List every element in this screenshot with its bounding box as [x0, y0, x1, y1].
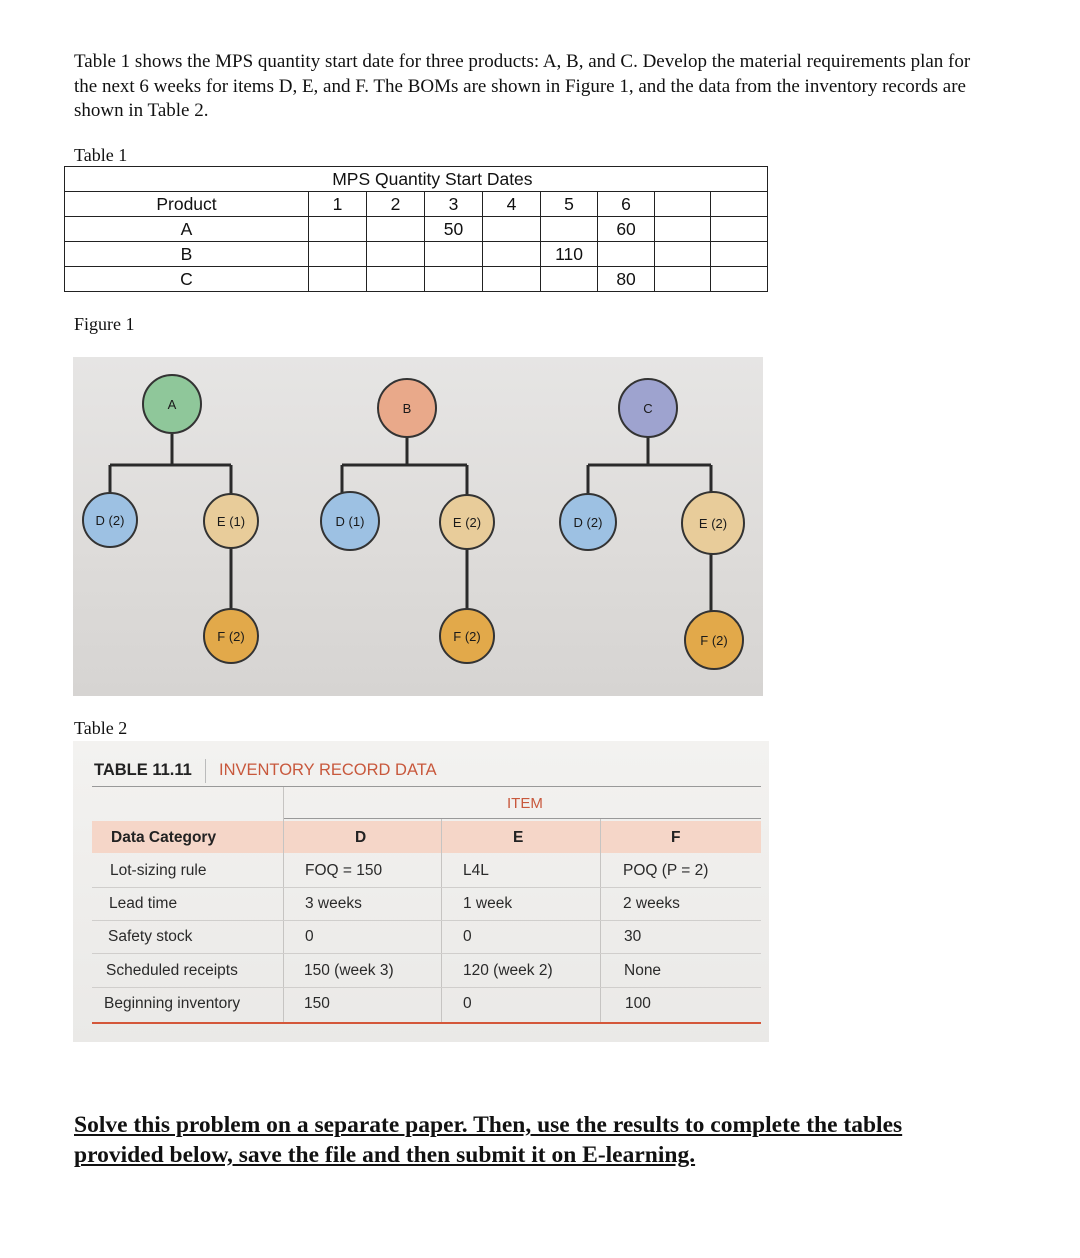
value-E: 0 [463, 928, 472, 945]
value-D: 3 weeks [305, 895, 362, 912]
mps-header-rest [541, 167, 768, 192]
product-cell: B [65, 242, 309, 267]
mps-cell [541, 267, 598, 292]
week-header: 4 [483, 192, 541, 217]
value-F: 100 [625, 995, 651, 1012]
mps-corner [65, 167, 309, 192]
mps-cell [541, 217, 598, 242]
rule-bottom [92, 1022, 761, 1024]
row-label: Beginning inventory [104, 995, 241, 1012]
item-header-F: F [671, 829, 681, 846]
node-label: D (2) [95, 513, 125, 528]
mps-cell: 60 [598, 217, 655, 242]
bom-figure [73, 357, 763, 696]
row-label: Safety stock [108, 928, 193, 945]
mps-cell [483, 242, 541, 267]
node-A [143, 375, 201, 433]
value-D: 0 [305, 928, 314, 945]
mps-cell [425, 267, 483, 292]
value-E: 120 (week 2) [463, 962, 553, 979]
value-E: 0 [463, 995, 472, 1012]
mps-cell [598, 242, 655, 267]
inventory-record-table [73, 741, 769, 1042]
value-D: FOQ = 150 [305, 862, 383, 879]
mps-cell [655, 242, 711, 267]
node-C [619, 379, 677, 437]
node-A-E [204, 494, 258, 548]
value-E: 1 week [463, 895, 513, 912]
week-header: 1 [309, 192, 367, 217]
row-rule [92, 920, 761, 921]
row-rule [92, 987, 761, 988]
week-header: 2 [367, 192, 425, 217]
title-separator [205, 759, 206, 783]
node-label: E (2) [698, 516, 728, 531]
row-label: Lead time [109, 895, 178, 912]
node-label: F (2) [700, 633, 728, 648]
value-E: L4L [463, 862, 489, 879]
product-cell: C [65, 267, 309, 292]
item-label: ITEM [507, 795, 543, 812]
node-label: F (2) [217, 629, 245, 644]
row-rule [92, 887, 761, 888]
node-B-D [321, 492, 379, 550]
mps-cell [711, 242, 768, 267]
mps-cell [309, 242, 367, 267]
mps-cell [655, 267, 711, 292]
figure1-caption: Figure 1 [74, 314, 135, 334]
row-rule [92, 953, 761, 954]
node-label: A [167, 397, 177, 412]
mps-table [64, 166, 768, 292]
rule-item [283, 818, 761, 819]
product-header: Product [65, 192, 309, 217]
rule-top [92, 786, 761, 787]
node-A-F [204, 609, 258, 663]
mps-cell [655, 217, 711, 242]
mps-cell [367, 217, 425, 242]
value-D: 150 [304, 995, 330, 1012]
node-label: D (1) [335, 514, 365, 529]
mps-cell [309, 217, 367, 242]
mps-header: MPS Quantity Start Dates [309, 167, 541, 192]
node-A-D [83, 493, 137, 547]
week-header: 3 [425, 192, 483, 217]
node-B [378, 379, 436, 437]
mps-cell [309, 267, 367, 292]
intro-paragraph: Table 1 shows the MPS quantity start date for three products: A, B, and C. Develop the material requirements plan for the next 6 weeks for items D, E, and F. The BOMs are shown in Figure 1, and the data from the inventory records are shown in Table 2. [74, 51, 971, 121]
col-divider [600, 819, 601, 1023]
mps-cell [425, 242, 483, 267]
node-B-F [440, 609, 494, 663]
mps-cell [483, 217, 541, 242]
table2-subtitle: INVENTORY RECORD DATA [219, 761, 437, 779]
bom-diagram [73, 357, 763, 696]
col-divider [441, 819, 442, 1023]
week-header-blank [655, 192, 711, 217]
row-label: Scheduled receipts [106, 962, 238, 979]
value-F: None [624, 962, 662, 979]
product-cell: A [65, 217, 309, 242]
data-category-header: Data Category [111, 829, 217, 846]
mps-cell [367, 267, 425, 292]
node-label: D (2) [573, 515, 603, 530]
node-B-E [440, 495, 494, 549]
table1-caption: Table 1 [74, 145, 128, 165]
value-F: 30 [624, 928, 642, 945]
mps-cell [483, 267, 541, 292]
value-F: 2 weeks [623, 895, 680, 912]
node-label: B [402, 401, 412, 416]
instructions: Solve this problem on a separate paper. Then, use the results to complete the tables provided below, save the file and then submit it on E-learning. [74, 1112, 903, 1168]
week-header: 6 [598, 192, 655, 217]
mps-cell: 80 [598, 267, 655, 292]
week-header-blank [711, 192, 768, 217]
row-label: Lot-sizing rule [110, 862, 207, 879]
node-label: C [643, 401, 653, 416]
node-C-D [560, 494, 616, 550]
node-label: E (1) [216, 514, 246, 529]
table2-caption: Table 2 [74, 718, 128, 738]
value-F: POQ (P = 2) [623, 862, 709, 879]
node-label: E (2) [452, 515, 482, 530]
bom-connectors [110, 434, 711, 613]
mps-cell: 110 [541, 242, 598, 267]
mps-cell [711, 217, 768, 242]
node-C-F [685, 611, 743, 669]
node-label: F (2) [453, 629, 481, 644]
item-header-D: D [355, 829, 367, 846]
value-D: 150 (week 3) [304, 962, 394, 979]
node-C-E [682, 492, 744, 554]
mps-cell: 50 [425, 217, 483, 242]
mps-cell [367, 242, 425, 267]
week-header: 5 [541, 192, 598, 217]
mps-cell [711, 267, 768, 292]
table2-title: TABLE 11.11 [94, 761, 192, 779]
item-header-E: E [513, 829, 524, 846]
